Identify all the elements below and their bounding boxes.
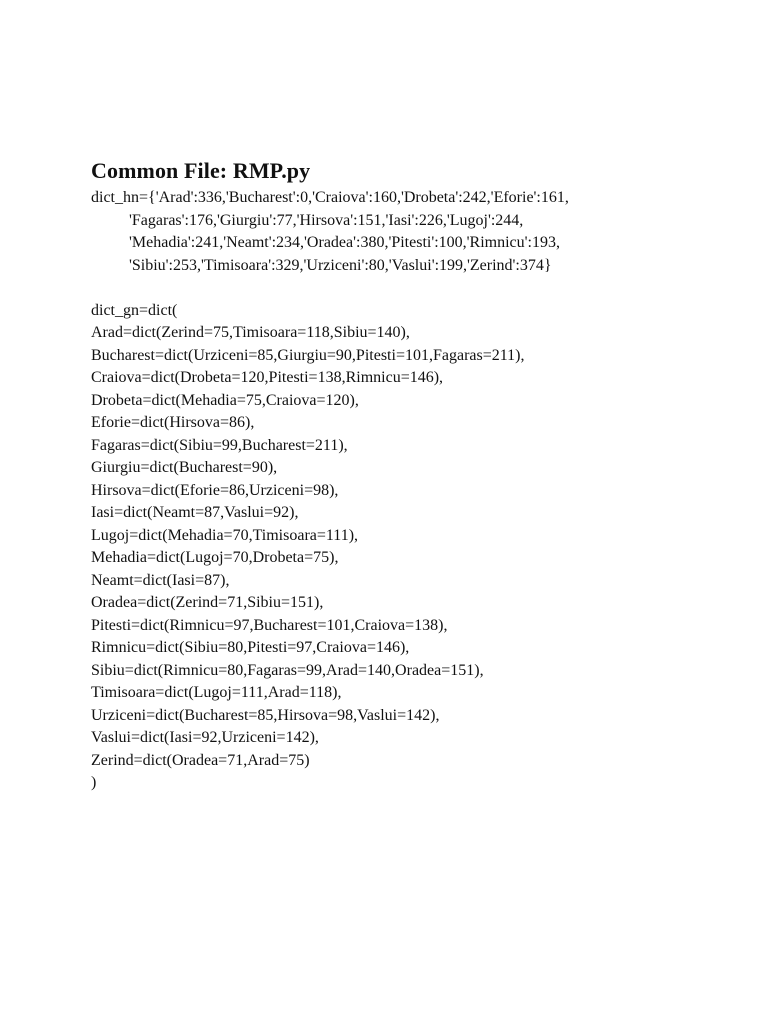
code-line: Giurgiu=dict(Bucharest=90),: [91, 459, 278, 476]
code-line: ): [91, 774, 97, 791]
code-line: Mehadia=dict(Lugoj=70,Drobeta=75),: [91, 549, 339, 566]
document-title: Common File: RMP.py: [91, 158, 311, 183]
code-line: Rimnicu=dict(Sibiu=80,Pitesti=97,Craiova=146),: [91, 639, 410, 656]
code-line: 'Mehadia':241,'Neamt':234,'Oradea':380,'Pitesti':100,'Rimnicu':193,: [129, 234, 560, 251]
code-line: dict_gn=dict(: [91, 301, 178, 319]
code-line: Timisoara=dict(Lugoj=111,Arad=118),: [91, 684, 342, 701]
code-line: Lugoj=dict(Mehadia=70,Timisoara=111),: [91, 526, 359, 544]
code-line: Pitesti=dict(Rimnicu=97,Bucharest=101,Craiova=138),: [91, 616, 448, 634]
dict-gn-block: [91, 300, 751, 795]
code-line: 'Sibiu':253,'Timisoara':329,'Urziceni':80,'Vaslui':199,'Zerind':374}: [129, 256, 552, 274]
code-line: Hirsova=dict(Eforie=86,Urziceni=98),: [91, 481, 339, 499]
code-line: Bucharest=dict(Urziceni=85,Giurgiu=90,Pitesti=101,Fagaras=211),: [91, 346, 525, 364]
code-line: Neamt=dict(Iasi=87),: [91, 571, 230, 589]
document-page: [91, 158, 751, 795]
code-line: Arad=dict(Zerind=75,Timisoara=118,Sibiu=140),: [91, 324, 410, 341]
code-line: 'Fagaras':176,'Giurgiu':77,'Hirsova':151,'Iasi':226,'Lugoj':244,: [129, 211, 524, 229]
code-line: Zerind=dict(Oradea=71,Arad=75): [91, 751, 310, 769]
code-line: Oradea=dict(Zerind=71,Sibiu=151),: [91, 594, 324, 611]
code-line: Sibiu=dict(Rimnicu=80,Fagaras=99,Arad=140,Oradea=151),: [91, 661, 484, 679]
code-line: dict_hn={'Arad':336,'Bucharest':0,'Craiova':160,'Drobeta':242,'Eforie':161,: [91, 189, 569, 206]
code-line: Craiova=dict(Drobeta=120,Pitesti=138,Rimnicu=146),: [91, 369, 444, 386]
code-line: Iasi=dict(Neamt=87,Vaslui=92),: [91, 504, 299, 521]
code-line: Vaslui=dict(Iasi=92,Urziceni=142),: [91, 729, 319, 746]
code-line: Fagaras=dict(Sibiu=99,Bucharest=211),: [91, 436, 348, 454]
code-line: Drobeta=dict(Mehadia=75,Craiova=120),: [91, 391, 359, 409]
blank-line: [91, 277, 751, 300]
code-line: Urziceni=dict(Bucharest=85,Hirsova=98,Vaslui=142),: [91, 706, 440, 724]
dict-hn-block: [91, 187, 751, 277]
code-line: Eforie=dict(Hirsova=86),: [91, 414, 255, 431]
